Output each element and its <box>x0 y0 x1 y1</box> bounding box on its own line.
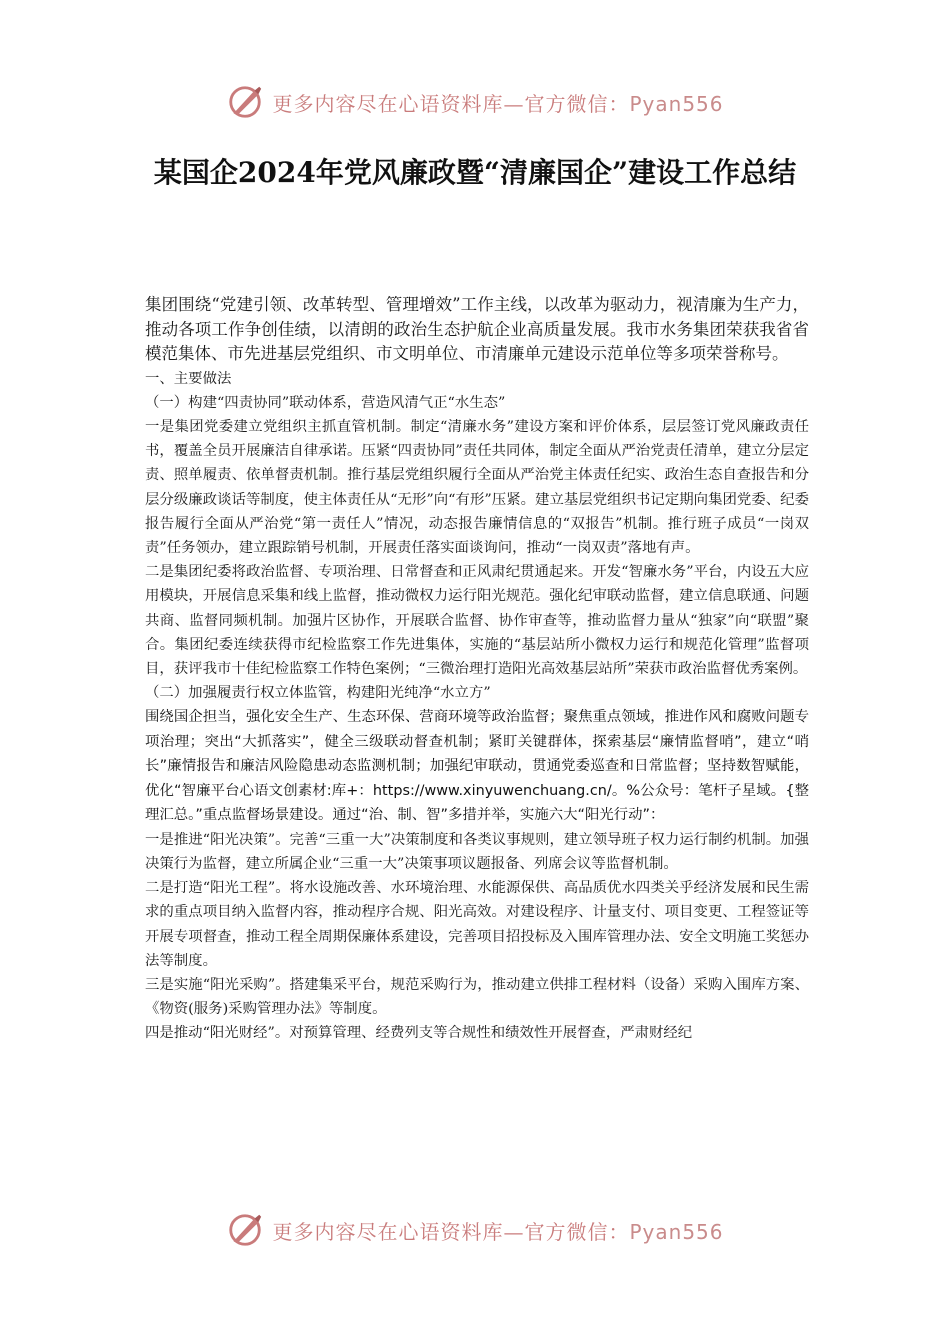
body-paragraph: 一是集团党委建立党组织主抓直管机制。制定“清廉水务”建设方案和评价体系，层层签订党风廉政责任书，覆盖全员开展廉洁自律承诺。压紧“四责协同”责任共同体，制定全面从严治党责任清单，建立分层定责、照单履责、依单督责机制。推行基层党组织履行全面从严治党主体责任纪实、政治生态自查报告和分层分级廉政谈话等制度，使主体责任从“无形”向“有形”压紧。建立基层党组织书记定期向集团党委、纪委报告履行全面从严治党“第一责任人”情况，动态报告廉情信息的“双报告”机制。推行班子成员“一岗双责”任务领办，建立跟踪销号机制，开展责任落实面谈询问，推动“一岗双责”落地有声。 <box>145 418 809 556</box>
intro-paragraph: 集团围绕“党建引领、改革转型、管理增效”工作主线，以改革为驱动力，视清廉为生产力，推动各项工作争创佳绩，以清朗的政治生态护航企业高质量发展。我市水务集团荣获我省省模范集体、市先进基层党组织、市文明单位、市清廉单元建设示范单位等多项荣誉称号。 <box>145 295 809 363</box>
subsection-heading-2: （二）加强履责行权立体监管，构建阳光纯净“水立方” <box>145 685 491 702</box>
body-paragraph: 二是集团纪委将政治监督、专项治理、日常督查和正风肃纪贯通起来。开发“智廉水务”平台，内设五大应用模块，开展信息采集和线上监督，推动微权力运行阳光规范。强化纪审联动监督，建立信息联通、问题共商、监督同频机制。加强片区协作，开展联合监督、协作审查等，推动监督力量从“独家”向“联盟”聚合。集团纪委连续获得市纪检监察工作先进集体，实施的“基层站所小微权力运行和规范化管理”监督项目，获评我市十佳纪检监察工作特色案例；“三微治理打造阳光高效基层站所”荣获市政治监督优秀案例。 <box>145 564 809 677</box>
body-paragraph: 二是打造“阳光工程”。将水设施改善、水环境治理、水能源保供、高品质优水四类关乎经济发展和民生需求的重点项目纳入监督内容，推动程序合规、阳光高效。对建设程序、计量支付、项目变更、工程签证等开展专项督查，推动工程全周期保廉体系建设，完善项目招投标及入围库管理办法、安全文明施工奖惩办法等制度。 <box>145 880 809 969</box>
document-body <box>145 293 809 1046</box>
header-watermark-banner <box>0 80 950 124</box>
section-heading-main-practices: 一、主要做法 <box>145 370 232 387</box>
watermark-text: 更多内容尽在心语资料库—官方微信：Pyan556 <box>272 91 724 116</box>
footer-watermark-banner <box>0 1208 950 1252</box>
pen-circle-logo-icon <box>226 83 264 121</box>
body-paragraph: 三是实施“阳光采购”。搭建集采平台，规范采购行为，推动建立供排工程材料（设备）采购入围库方案、《物资(服务)采购管理办法》等制度。 <box>145 977 809 1018</box>
subsection-heading-1: （一）构建“四责协同”联动体系，营造风清气正“水生态” <box>145 394 506 411</box>
document-title: 某国企2024年党风廉政暨“清廉国企”建设工作总结 <box>153 156 797 189</box>
wechat-id: Pyan556 <box>629 91 724 116</box>
wechat-id: Pyan556 <box>629 1219 724 1244</box>
body-paragraph: 四是推动“阳光财经”。对预算管理、经费列支等合规性和绩效性开展督查，严肃财经纪 <box>145 1025 693 1042</box>
body-paragraph: 一是推进“阳光决策”。完善“三重一大”决策制度和各类议事规则，建立领导班子权力运行制约机制。加强决策行为监督，建立所属企业“三重一大”决策事项议题报备、列席会议等监督机制。 <box>145 831 809 873</box>
pen-circle-logo-icon <box>226 1211 264 1249</box>
body-paragraph-sans: 围绕国企担当，强化安全生产、生态环保、营商环境等政治监督；聚焦重点领域，推进作风和腐败问题专项治理；突出“大抓落实”，健全三级联动督查机制；紧盯关键群体，探索基层“廉情监督哨”，建立“哨长”廉情报告和廉洁风险隐患动态监测机制；加强纪审联动，贯通党委巡查和日常监督；坚持数智赋能，优化“智廉平台心语文创素材:库+：https://www.xinyuwenchuang.cn/。%公众号：笔杆子星域。{整理汇总。”重点监督场景建设。通过“治、制、智”多措并举，实施六大“阳光行动”： <box>145 709 809 824</box>
watermark-text: 更多内容尽在心语资料库—官方微信：Pyan556 <box>272 1219 724 1244</box>
